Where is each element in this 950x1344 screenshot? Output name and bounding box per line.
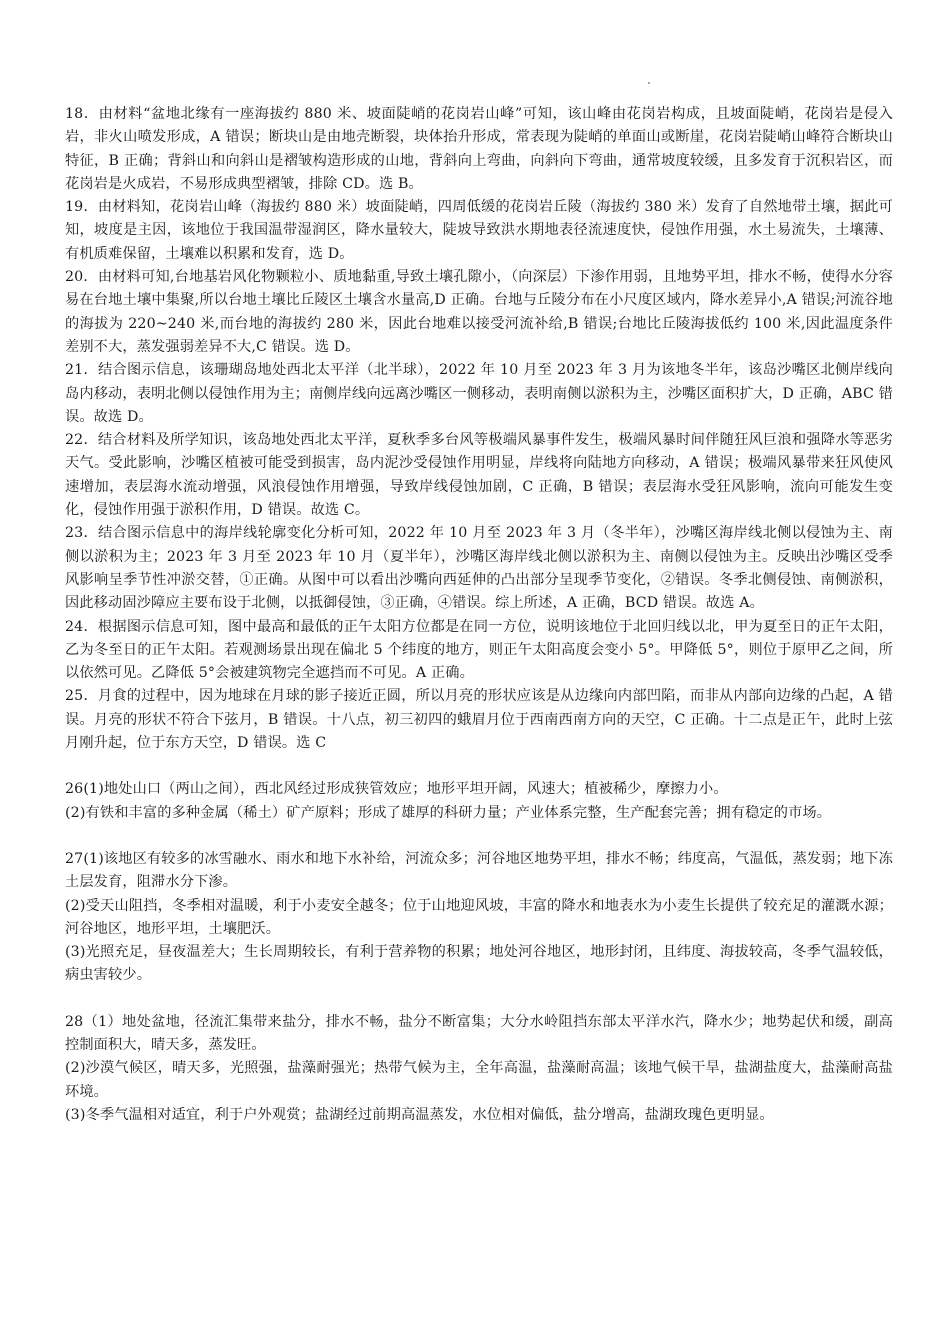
answer-28-part-1: 28（1）地处盆地，径流汇集带来盐分，排水不畅，盐分不断富集；大分水岭阻挡东部太平洋水汽，降水少；地势起伏和缓，副高控制面积大，晴天多，蒸发旺。 [65,1013,893,1053]
answer-25: 25．月食的过程中，因为地球在月球的影子接近正圆，所以月亮的形状应该是从边缘向内部凹陷，而非从内部向边缘的凸起，A 错误。月亮的形状不符合下弦月，B 错误。十八点，初三初四的蛾眉月位于西南西南方向的天空，C 正确。十二点是正午，此时上弦月刚升起，位于东方天空，D 错误。选 C [65,688,893,752]
answer-21: 21．结合图示信息，该珊瑚岛地处西北太平洋（北半球），2022 年 10 月至 2023 年 3 月为该地冬半年，该岛沙嘴区北侧岸线向岛内移动，表明北侧以侵蚀作用为主；南侧岸线向远离沙嘴区一侧移动，表明南侧以淤积为主，沙嘴区面积扩大，D 正确，ABC 错误。故选 D。 [65,362,893,425]
answer-26-part-2: (2)有铁和丰富的多种金属（稀土）矿产原料；形成了雄厚的科研力量；产业体系完整，生产配套完善；拥有稳定的市场。 [65,804,832,821]
answer-text-body [65,103,893,1127]
section-gap [65,825,893,848]
answer-19: 19．由材料知，花岗岩山峰（海拔约 880 米）坡面陡峭，四周低缓的花岗岩丘陵（海拔约 380 米）发育了自然地带土壤，据此可知，坡度是主因，该地位于我国温带湿润区，降水量较大，陡坡导致洪水期地表径流速度快，侵蚀作用强，水土易流失，土壤薄、有机质难保留，土壤难以积累和发育，选 D。 [65,199,893,262]
answer-26-part-1: 26(1)地处山口（两山之间），西北风经过形成狭管效应；地形平坦开阔，风速大；植被稀少，摩擦力小。 [65,781,728,798]
answer-18: 18．由材料“盆地北缘有一座海拔约 880 米、坡面陡峭的花岗岩山峰”可知，该山峰由花岗岩构成，且坡面陡峭，花岗岩是侵入岩，非火山喷发形成，A 错误；断块山是由地壳断裂，块体抬升形成，常表现为陡峭的单面山或断崖，花岗岩陡峭山峰符合断块山特征，B 正确；背斜山和向斜山是褶皱构造形成的山地，背斜向上弯曲，向斜向下弯曲，通常坡度较缓，且多发育于沉积岩区，而花岗岩是火成岩，不易形成典型褶皱，排除 CD。选 B。 [65,106,893,192]
section-gap [65,755,893,778]
answer-28-part-3: (3)冬季气温相对适宜，利于户外观赏；盐湖经过前期高温蒸发，水位相对偏低，盐分增高，盐湖玫瑰色更明显。 [65,1106,774,1123]
answer-28-part-2: (2)沙漠气候区，晴天多，光照强，盐藻耐强光；热带气候为主，全年高温，盐藻耐高温；该地气候干旱，盐湖盐度大，盐藻耐高盐环境。 [65,1060,893,1100]
answer-20: 20．由材料可知,台地基岩风化物颗粒小、质地黏重,导致土壤孔隙小，（向深层）下渗作用弱，且地势平坦，排水不畅，使得水分容易在台地土壤中集聚,所以台地土壤比丘陵区土壤含水量高,D 正确。台地与丘陵分布在小尺度区域内，降水差异小,A 错误;河流谷地的海拔为 220~240 米,而台地的海拔约 280 米，因此台地难以接受河流补给,B 错误;台地比丘陵海拔低约 100 米,因此温度条件差别不大，蒸发强弱差异不大,C 错误。选 D。 [65,269,893,355]
answer-22: 22．结合材料及所学知识，该岛地处西北太平洋，夏秋季多台风等极端风暴事件发生，极端风暴时间伴随狂风巨浪和强降水等恶劣天气。受此影响，沙嘴区植被可能受到损害，岛内泥沙受侵蚀作用明显，岸线将向陆地方向移动，A 错误；极端风暴带来狂风使风速增加，表层海水流动增强，风浪侵蚀作用增强，导致岸线侵蚀加剧，C 正确，B 错误；表层海水受狂风影响，流向可能发生变化，侵蚀作用强于淤积作用，D 错误。故选 C。 [65,432,893,519]
answer-23: 23．结合图示信息中的海岸线轮廓变化分析可知，2022 年 10 月至 2023 年 3 月（冬半年），沙嘴区海岸线北侧以侵蚀为主、南侧以淤积为主；2023 年 3 月至 2023 年 10 月（夏半年），沙嘴区海岸线北侧以淤积为主、南侧以侵蚀为主。反映出沙嘴区受季风影响呈季节性冲淤交替，①正确。从图中可以看出沙嘴向西延伸的凸出部分呈现季节变化，②错误。冬季北侧侵蚀、南侧淤积，因此移动固沙障应主要布设于北侧，以抵御侵蚀，③正确，④错误。综上所述，A 正确，BCD 错误。故选 A。 [65,525,893,612]
answer-27-part-3: (3)光照充足，昼夜温差大；生长周期较长，有利于营养物的积累；地处河谷地区，地形封闭，且纬度、海拔较高，冬季气温较低，病虫害较少。 [65,944,893,984]
page-mark [648,82,650,84]
answer-27-part-2: (2)受天山阻挡，冬季相对温暖，利于小麦安全越冬；位于山地迎风坡，丰富的降水和地表水为小麦生长提供了较充足的灌溉水源；河谷地区，地形平坦，土壤肥沃。 [65,897,893,937]
section-gap [65,988,893,1011]
answer-27-part-1: 27(1)该地区有较多的冰雪融水、雨水和地下水补给，河流众多；河谷地区地势平坦，排水不畅；纬度高，气温低，蒸发弱；地下冻土层发育，阻滞水分下渗。 [65,850,893,891]
answer-24: 24．根据图示信息可知，图中最高和最低的正午太阳方位都是在同一方位，说明该地位于北回归线以北，甲为夏至日的正午太阳，乙为冬至日的正午太阳。若观测场景出现在偏北 5 个纬度的地方，则正午太阳高度会变小 5°。甲降低 5°，则位于原甲乙之间，所以依然可见。乙降低 5°会被建筑物完全遮挡而不可见。A 正确。 [65,618,893,682]
